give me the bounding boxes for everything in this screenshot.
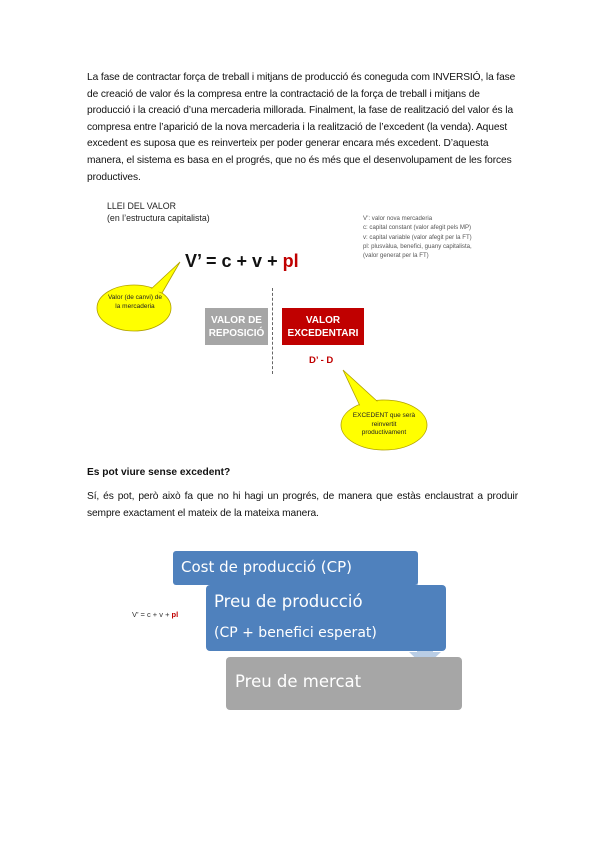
diagram-subtitle: (en l’estructura capitalista) bbox=[107, 213, 210, 223]
side-formula-pl: pl bbox=[171, 610, 179, 619]
difference-label: D’ - D bbox=[309, 355, 334, 366]
legend-line: c: capital constant (valor afegit pels MP) bbox=[363, 224, 472, 232]
market-price-box bbox=[226, 657, 462, 710]
reposition-value-box bbox=[205, 308, 268, 345]
production-price-detail: (CP + benefici esperat) bbox=[214, 625, 377, 641]
legend-line: V’: valor nova mercaderia bbox=[363, 215, 433, 222]
production-price-label: Preu de producció bbox=[214, 592, 363, 611]
side-formula bbox=[132, 610, 178, 619]
intro-paragraph: La fase de contractar força de treball i mitjans de producció és coneguda com INVERSIÓ, la fase de creació de valor és la compresa entre la contractació de la força de treball i mitjans de producció i la creació d’una mercaderia millorada. Finalment, la fase de realització del valor és la compresa entre l’aparició de la nova mercaderia i la realització de l’excedent (la venda). Aquest excedent es suposa que es reinverteix per poder generar encara més excedent. D’aquesta manera, el sistema es basa en el progrés, que no és més que el desenvolupament de les forces productives. bbox=[87, 72, 516, 183]
legend-line: pl: plusvàlua, benefici, guany capitalista, bbox=[363, 242, 472, 250]
production-cost-box bbox=[173, 551, 418, 585]
surplus-value-label: VALOR EXCEDENTARI bbox=[287, 314, 359, 339]
production-cost-label: Cost de producció (CP) bbox=[181, 558, 353, 576]
formula-legend bbox=[363, 214, 472, 260]
production-price-box bbox=[206, 585, 446, 651]
right-bubble-text: EXCEDENT que serà reinvertit productivament bbox=[352, 412, 416, 437]
right-speech-bubble bbox=[341, 370, 427, 450]
dashed-divider bbox=[272, 288, 273, 374]
formula-pl: pl bbox=[282, 251, 299, 271]
diagram-title: LLEI DEL VALOR bbox=[107, 201, 176, 211]
surplus-value-box bbox=[282, 308, 364, 345]
legend-line: v: capital variable (valor afegit per la FT) bbox=[363, 233, 472, 241]
legend-line: (valor generat per la FT) bbox=[363, 252, 429, 260]
formula-main: V’ = c + v + bbox=[185, 251, 283, 271]
value-law-formula bbox=[185, 251, 299, 272]
side-formula-main: V’ = c + v + bbox=[132, 610, 172, 619]
answer-paragraph: Sí, és pot, però això fa que no hi hagi un progrés, de manera que estàs enclaustrat a produir sempre exactament el mateix de la mateixa manera. bbox=[87, 491, 518, 519]
reposition-value-label: VALOR DE REPOSICIÓ bbox=[208, 314, 265, 339]
question-heading: Es pot viure sense excedent? bbox=[87, 467, 231, 478]
left-bubble-text: Valor (de canvi) de la mercaderia bbox=[107, 294, 163, 310]
market-price-label: Preu de mercat bbox=[235, 672, 362, 691]
